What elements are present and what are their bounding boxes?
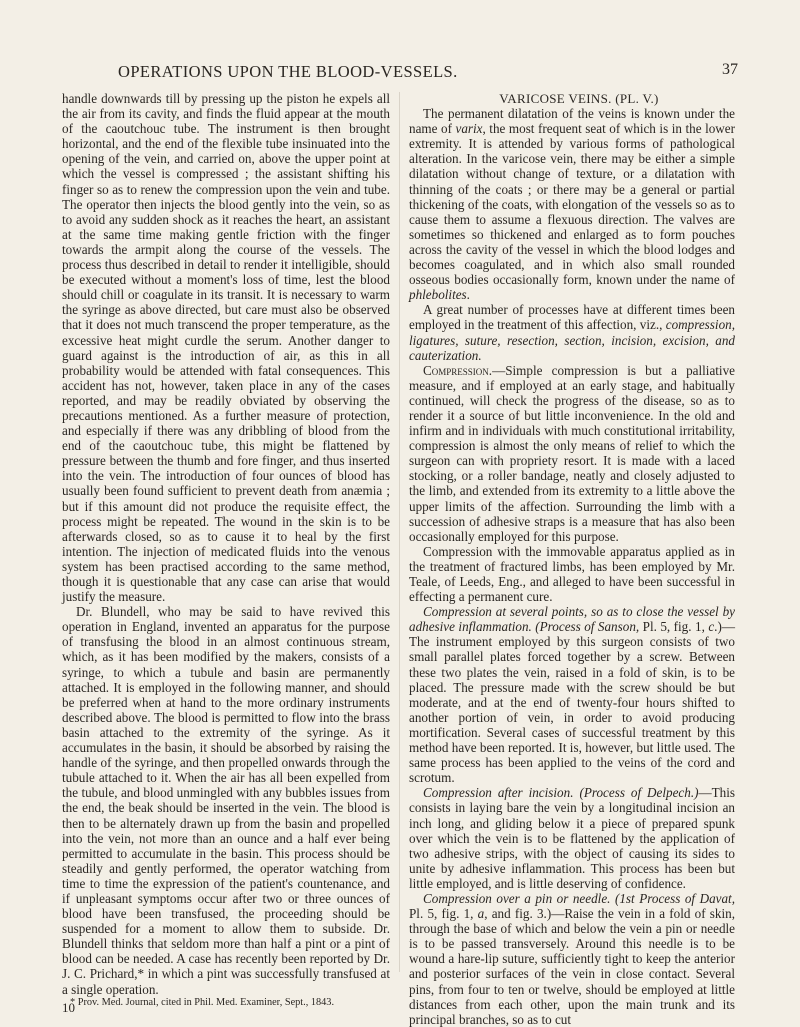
paragraph-delpech-process [409, 785, 735, 891]
running-head [0, 62, 800, 84]
text-span: A great number of processes have at different times been employed in the treatment of this affection, viz., [409, 302, 735, 333]
paragraph-teale: Compression with the immovable apparatus applied as in the treatment of fractured limbs, has been employed by Mr. Teale, of Leeds, Eng., and alleged to have been successful in effecting a permanent cure. [409, 543, 735, 605]
paragraph-blundell-apparatus: Dr. Blundell, who may be said to have revived this operation in England, invented an apparatus for the purpose of transfusing the blood in an almost continuous stream, which, as it has been modified by the makers, consists of a syringe, to which a tubule and basin are permanently attached. It is employed in the following manner, and should be preferred when at hand to the more ordinary instruments described above. The blood is permitted to flow into the brass basin attached to the extremity of the syringe. As it accumulates in the basin, it should be absorbed by raising the handle of the syringe, and then propelled onwards through the tubule attached to it. When the air has all been expelled from the tubule, and blood unmingled with any bubbles issues from the end, the beak should be inserted in the vein. The blood is then to be alternately drawn up from the basin and propelled into the vein, not more than an ounce and a half ever being permitted to accumulate in the basin. This process should be steadily and gently performed, the operator watching from time to time the expression of the patient's countenance, and if unpleasant symptoms occur after two or three ounces of blood have been transfused, the proceeding should be suspended for a moment to allow them to subside. Dr. Blundell thinks that seldom more than half a pint or a pint of blood can be needed. A case has recently been reported by Dr. J. C. Prichard,* in which a pint was successfully transfused at a single operation. [62, 604, 390, 997]
column-divider [399, 92, 400, 972]
text-span: , the most frequent seat of which is in the lower extremity. It is attended by various forms of pathological alteration. In the varicose vein, there may be either a simple dilatation without change of texture, or a dilatation with thinning of the coats ; or there may be a general or partial thickening of the coats, with elongation of the vessels so as to cause them to assume a flexuous direction. The valves are sometimes so thickened and enlarged as to form pouches across the cavity of the vessel in which the blood lodges and becomes coagulated, and in which also small rounded osseous bodies occasionally form, known under the name of [409, 121, 735, 288]
paragraph-compression [409, 363, 735, 544]
subheading-compression: Compression. [423, 362, 493, 378]
subheading-compression-over-pin: Compression over a pin or needle. [423, 890, 611, 906]
section-heading-varicose-veins: VARICOSE VEINS. (PL. V.) [499, 91, 659, 106]
text-span: The permanent dilatation of the veins is known under the name of [409, 106, 735, 137]
paragraph-treatment-methods [409, 302, 735, 362]
text-span: .)—The instrument employed by this surgeon consists of two small parallel plates forced together by a screw. Between these two plates the vein, raised in a fold of skin, is to be placed. The pressure made with the screw should be but moderate, and at the end of twenty-four hours shifted to another portion of vein, in order to avoid producing mortification. Several cases of successful treatment by this method have been reported. It is, however, but little used. The same process has been applied to the veins of the cord and scrotum. [409, 619, 735, 786]
paragraph-varix-definition [409, 106, 735, 302]
right-column [409, 91, 735, 1027]
footnote: * Prov. Med. Journal, cited in Phil. Med. Examiner, Sept., 1843. [70, 996, 335, 1008]
text-span: , and fig. 3.)—Raise the vein in a fold of skin, through the base of which and below the vein a pin or needle is to be passed transversely. Around this needle is to be wound a hare-lip suture, sufficiently tight to keep the anterior and posterior surfaces of the vein in close contact. Several pins, from four to ten or twelve, should be employed at little distances from each other, upon the main trunk and its principal branches, so as to cut [409, 906, 735, 1027]
process-reference: (Process of Delpech.) [579, 785, 699, 801]
paragraph-sanson-process [409, 604, 735, 785]
text-span: Pl. 5, fig. 1, [409, 906, 478, 922]
subheading-compression-several-points: Compression at several points, so as to close the vessel by adhesive inflammation. [409, 604, 735, 635]
subheading-compression-after-incision: Compression after incision. [423, 785, 574, 801]
left-column [62, 91, 390, 1009]
process-reference: (1st Process of Davat, [614, 890, 735, 906]
text-span: . [466, 287, 470, 303]
running-title: OPERATIONS UPON THE BLOOD-VESSELS. [118, 62, 458, 81]
term-varix: varix [455, 121, 483, 137]
page-number: 37 [722, 61, 738, 78]
process-reference: (Process of Sanson, [535, 619, 640, 635]
text-span: —Simple compression is but a palliative measure, and if employed at an early stage, and habitually continued, will check the progress of the disease, so as to render it a source of but little inconvenience. In the old and infirm and in individuals with much constitutional irritability, compression is almost the only means of relief to which the surgeon can with propriety resort. It is made with a laced stocking, or a roller bandage, neatly and closely adjusted to the limb, and extended from its extremity to a little above the upper limits of the affection. Surrounding the limb with a succession of adhesive straps is a measure that has also been occasionally employed for this purpose. [409, 362, 735, 544]
figure-letter: c [708, 619, 715, 635]
signature-mark: 10 [62, 1000, 75, 1015]
term-phlebolites: phlebolites [409, 287, 467, 303]
text-span: Pl. 5, fig. 1, [639, 619, 709, 635]
paragraph-davat-process [409, 891, 735, 1027]
treatment-list: compression, ligatures, suture, resection, section, incision, excision, and cauterization. [409, 317, 735, 363]
text-span: —This consists in laying bare the vein by a longitudinal incision an inch long, and gliding below it a piece of prepared spunk over which the vein is to be flattened by the application of two adhesive strips, with the object of causing its sides to unite by adhesive inflammation. This process has been but little employed, and is little deserving of confidence. [409, 785, 735, 891]
paragraph-transfusion-continued: handle downwards till by pressing up the piston he expels all the air from its cavity, and finds the fluid appear at the mouth of the caoutchouc tube. The instrument is then brought horizontal, and the end of the flexible tube insinuated into the opening of the vein, and carried on, above the upper point at which the vessel is compressed ; the assistant shifting his finger so as to renew the compression upon the vein and tube. The operator then injects the blood gently into the vein, so as to avoid any sudden shock as it reaches the heart, an assistant at the same time making gentle friction with the finger towards the armpit along the course of the vessels. The process thus described in detail to render it intelligible, should be executed without a moment's loss of time, lest the blood should chill or coagulate in its transit. It is necessary to warm the syringe as above directed, but care must also be observed that it does not much transcend the proper temperature, as the excessive heat might curdle the serum. Another danger to guard against is the introduction of air, as this in all probability would be attended with fatal consequences. This accident has not, however, taken place in any of the cases reported, and may be readily obviated by observing the precautions mentioned. As a further measure of protection, and especially if there was any dribbling of blood from the end of the caoutchouc tube, this might be flattened by pressure between the thumb and fore finger, and thus inserted into the vein. The introduction of four ounces of blood has usually been found sufficient to prevent death from anæmia ; but if this amount did not produce the requisite effect, the process might be repeated. The wound in the skin is to be afterwards closed, so as to cause it to heal by the first intention. The injection of medicated fluids into the venous system has been practised according to the same method, though it is questionable that any case can arise that would justify the measure. [62, 91, 390, 605]
figure-letter: a [477, 906, 485, 922]
